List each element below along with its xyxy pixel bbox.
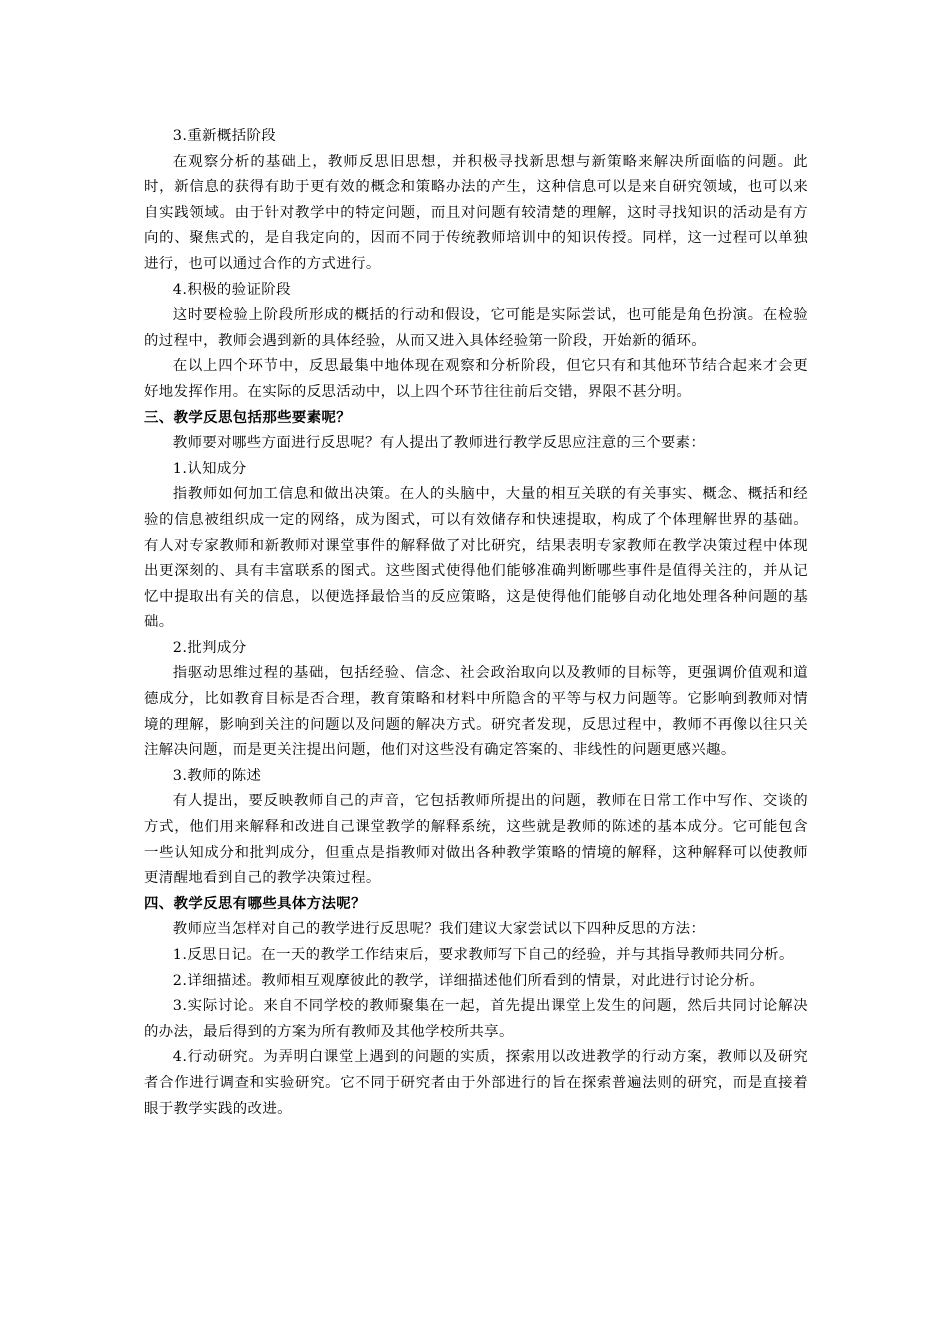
body-paragraph: 教师应当怎样对自己的教学进行反思呢？我们建议大家尝试以下四种反思的方法： xyxy=(172,921,706,938)
method-item: 3.实际讨论。来自不同学校的教师聚集在一起，首先提出课堂上发生的问题，然后共同讨论解决的办法，最后得到的方案为所有教师及其他学校所共享。 xyxy=(144,998,808,1040)
body-paragraph: 在以上四个环节中，反思最集中地体现在观察和分析阶段，但它只有和其他环节结合起来才会更好地发挥作用。在实际的反思活动中，以上四个环节往往前后交错，界限不甚分明。 xyxy=(144,358,808,400)
method-item: 2.详细描述。教师相互观摩彼此的教学，详细描述他们所看到的情景，对此进行讨论分析。 xyxy=(172,972,765,989)
body-paragraph: 指驱动思维过程的基础，包括经验、信念、社会政治取向以及教师的目标等，更强调价值观和道德成分，比如教育目标是否合理，教育策略和材料中所隐含的平等与权力问题等。它影响到教师对情境的理解，影响到关注的问题以及问题的解决方式。研究者发现，反思过程中，教师不再像以往只关注解决问题，而是更关注提出问题，他们对这些没有确定答案的、非线性的问题更感兴趣。 xyxy=(144,665,808,759)
document-body xyxy=(144,124,808,1122)
body-paragraph: 指教师如何加工信息和做出决策。在人的头脑中，大量的相互关联的有关事实、概念、概括和经验的信息被组织成一定的网络，成为图式，可以有效储存和快速提取，构成了个体理解世界的基础。有人对专家教师和新教师对课堂事件的解释做了对比研究，结果表明专家教师在教学决策过程中体现出更深刻的、具有丰富联系的图式。这些图式使得他们能够准确判断哪些事件是值得关注的，并从记忆中提取出有关的信息，以便选择最恰当的反应策略，这是使得他们能够自动化地处理各种问题的基础。 xyxy=(144,486,808,631)
method-item: 1.反思日记。在一天的教学工作结束后，要求教师写下自己的经验，并与其指导教师共同分析。 xyxy=(172,947,794,963)
section-heading: 三、教学反思包括那些要素呢？ xyxy=(144,409,352,426)
section-heading: 四、教学反思有哪些具体方法呢？ xyxy=(144,895,366,912)
subsection-title: 1.认知成分 xyxy=(172,460,247,477)
subsection-title: 3.教师的陈述 xyxy=(172,767,262,784)
body-paragraph: 这时要检验上阶段所形成的概括的行动和假设，它可能是实际尝试，也可能是角色扮演。在检验的过程中，教师会遇到新的具体经验，从而又进入具体经验第一阶段，开始新的循环。 xyxy=(144,307,808,349)
method-item: 4.行动研究。为弄明白课堂上遇到的问题的实质，探索用以改进教学的行动方案，教师以及研究者合作进行调查和实验研究。它不同于研究者由于外部进行的旨在探索普遍法则的研究，而是直接着眼于教学实践的改进。 xyxy=(144,1049,808,1117)
body-paragraph: 在观察分析的基础上，教师反思旧思想，并积极寻找新思想与新策略来解决所面临的问题。此时，新信息的获得有助于更有效的概念和策略办法的产生，这种信息可以是来自研究领域，也可以来自实践领域。由于针对教学中的特定问题，而且对问题有较清楚的理解，这时寻找知识的活动是有方向的、聚焦式的，是自我定向的，因而不同于传统教师培训中的知识传授。同样，这一过程可以单独进行，也可以通过合作的方式进行。 xyxy=(144,153,808,272)
subsection-title: 3.重新概括阶段 xyxy=(172,128,277,144)
body-paragraph: 教师要对哪些方面进行反思呢？有人提出了教师进行教学反思应注意的三个要素： xyxy=(172,435,706,452)
subsection-title: 4.积极的验证阶段 xyxy=(172,281,291,298)
body-paragraph: 有人提出，要反映教师自己的声音，它包括教师所提出的问题，教师在日常工作中写作、交谈的方式，他们用来解释和改进自己课堂教学的解释系统，这些就是教师的陈述的基本成分。它可能包含一些认知成分和批判成分，但重点是指教师对做出各种教学策略的情境的解释，这种解释可以使教师更清醒地看到自己的教学决策过程。 xyxy=(144,793,808,887)
subsection-title: 2.批判成分 xyxy=(172,639,247,656)
